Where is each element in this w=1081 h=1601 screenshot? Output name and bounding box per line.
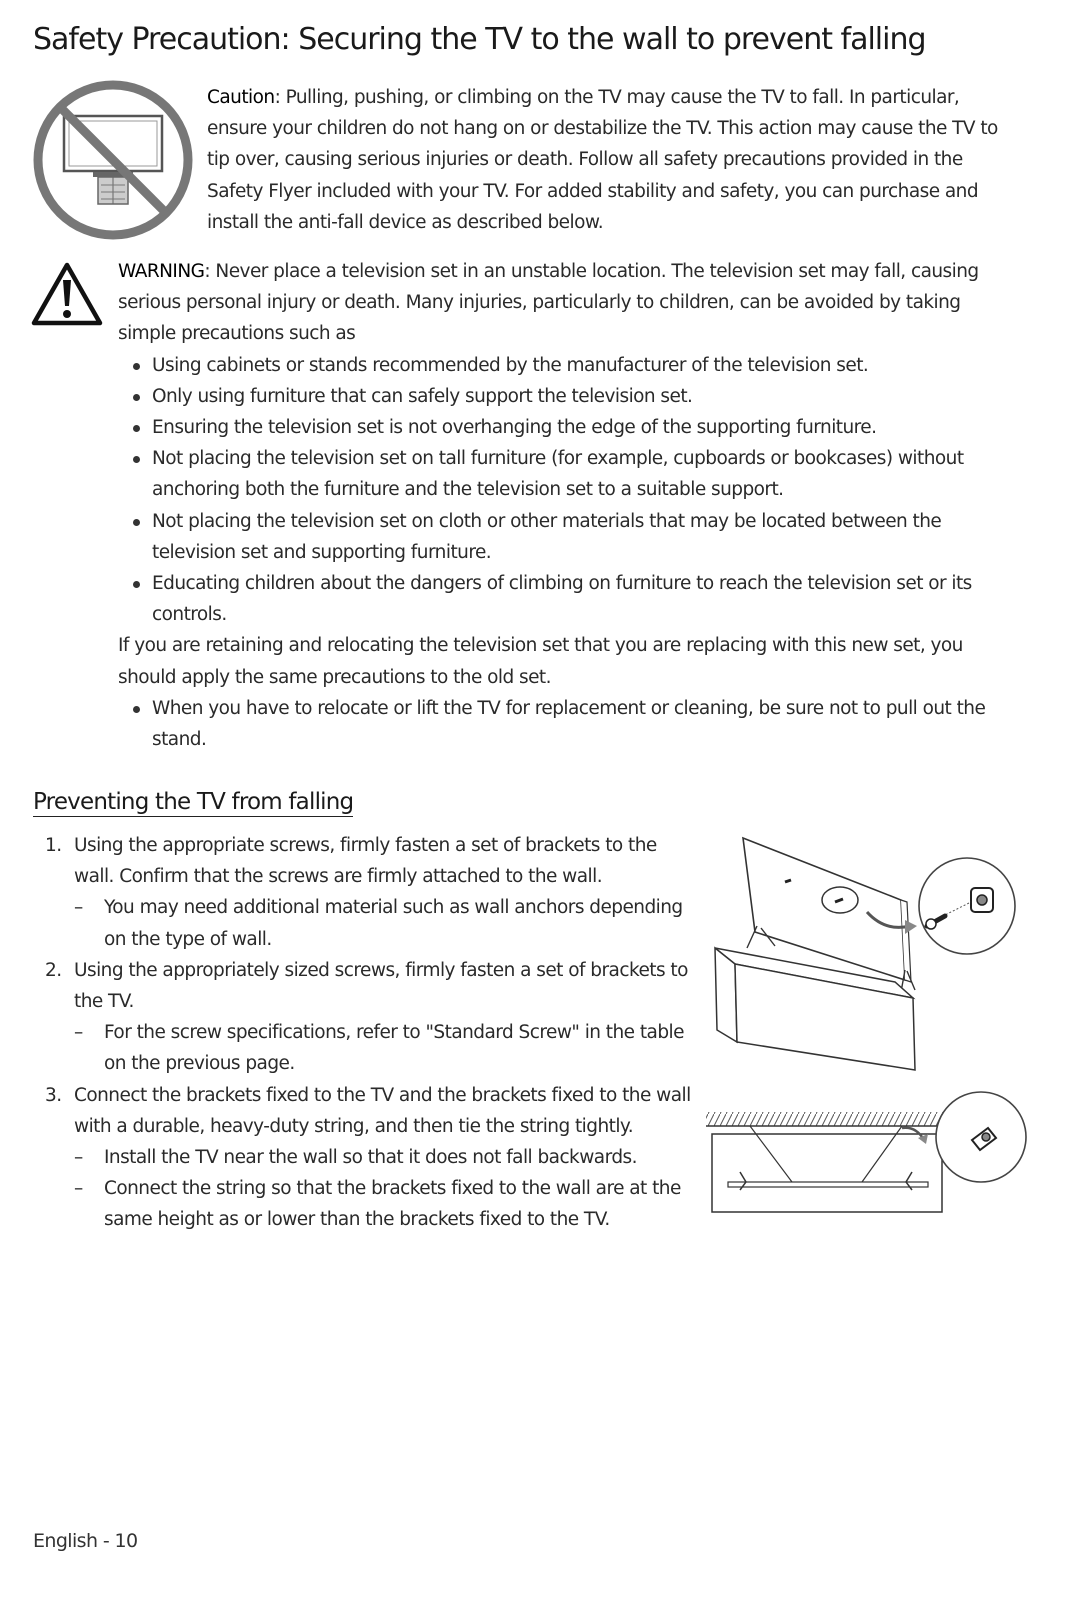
list-item: Not placing the television set on cloth or other materials that may be located between the television set and supporting furniture.	[118, 506, 1018, 568]
page-footer: English - 10	[33, 1530, 138, 1552]
warning-label: WARNING	[118, 261, 205, 282]
caution-body: : Pulling, pushing, or climbing on the TV may cause the TV to fall. In particular, ensure your children do not hang on or destabilize the TV. This action may cause the TV to tip over, causing serious injuries or death. Follow all safety precautions provided in the Safety Flyer included with your TV. For added stability and safety, you can purchase and install the anti-fall device as described below.	[207, 87, 998, 233]
dash-marker: –	[74, 1022, 83, 1044]
tv-bracket-illustration	[705, 830, 1025, 1075]
step-number: 2.	[45, 959, 62, 981]
list-item: Educating children about the dangers of climbing on furniture to reach the television set or its controls.	[118, 568, 1018, 630]
relocate-list	[118, 693, 1018, 755]
step-1	[45, 830, 695, 892]
step-2	[45, 955, 695, 1017]
dash-marker: –	[74, 1178, 83, 1200]
step-3	[45, 1080, 695, 1142]
list-item: When you have to relocate or lift the TV for replacement or cleaning, be sure not to pull out the stand.	[118, 693, 1018, 755]
step-note	[45, 1142, 695, 1173]
step-number: 3.	[45, 1084, 62, 1106]
page-title: Safety Precaution: Securing the TV to the wall to prevent falling	[33, 22, 926, 57]
retain-paragraph: If you are retaining and relocating the television set that you are replacing with this new set, you should apply the same precautions to the old set.	[118, 635, 963, 688]
note-text: You may need additional material such as wall anchors depending on the type of wall.	[104, 897, 683, 950]
warning-paragraph	[118, 256, 1018, 350]
step-text: Connect the brackets fixed to the TV and the brackets fixed to the wall with a durable, heavy-duty string, and then tie the string tightly.	[74, 1084, 691, 1137]
caution-paragraph	[207, 82, 1022, 238]
step-text: Using the appropriate screws, firmly fasten a set of brackets to the wall. Confirm that the screws are firmly attached to the wall.	[74, 835, 657, 888]
step-number: 1.	[45, 835, 62, 856]
steps-list	[45, 830, 695, 1236]
list-item: Using cabinets or stands recommended by the manufacturer of the television set.	[118, 350, 1018, 381]
warning-triangle-icon	[30, 260, 104, 328]
precautions-list	[118, 350, 1018, 631]
note-text: For the screw specifications, refer to "Standard Screw" in the table on the previous page.	[104, 1022, 684, 1075]
wall-string-illustration	[702, 1090, 1032, 1220]
step-note	[45, 1017, 695, 1079]
step-text: Using the appropriately sized screws, firmly fasten a set of brackets to the TV.	[74, 959, 688, 1013]
warning-body: : Never place a television set in an unstable location. The television set may fall, causing serious personal injury or death. Many injuries, particularly to children, can be avoided by taking simple precautions such as	[118, 261, 979, 345]
note-text: Install the TV near the wall so that it does not fall backwards.	[104, 1147, 637, 1169]
dash-marker: –	[74, 897, 83, 919]
section-heading: Preventing the TV from falling	[33, 789, 354, 815]
note-text: Connect the string so that the brackets fixed to the wall are at the same height as or lower than the brackets fixed to the TV.	[104, 1178, 681, 1231]
caution-label: Caution	[207, 87, 275, 108]
list-item: Not placing the television set on tall furniture (for example, cupboards or bookcases) without anchoring both the furniture and the television set to a suitable support.	[118, 443, 1018, 505]
dash-marker: –	[74, 1147, 83, 1169]
warning-section	[118, 256, 1018, 755]
step-note	[45, 1173, 695, 1235]
list-item: Ensuring the television set is not overhanging the edge of the supporting furniture.	[118, 412, 1018, 443]
no-climbing-icon	[31, 78, 195, 242]
list-item: Only using furniture that can safely support the television set.	[118, 381, 1018, 412]
step-note	[45, 892, 695, 954]
